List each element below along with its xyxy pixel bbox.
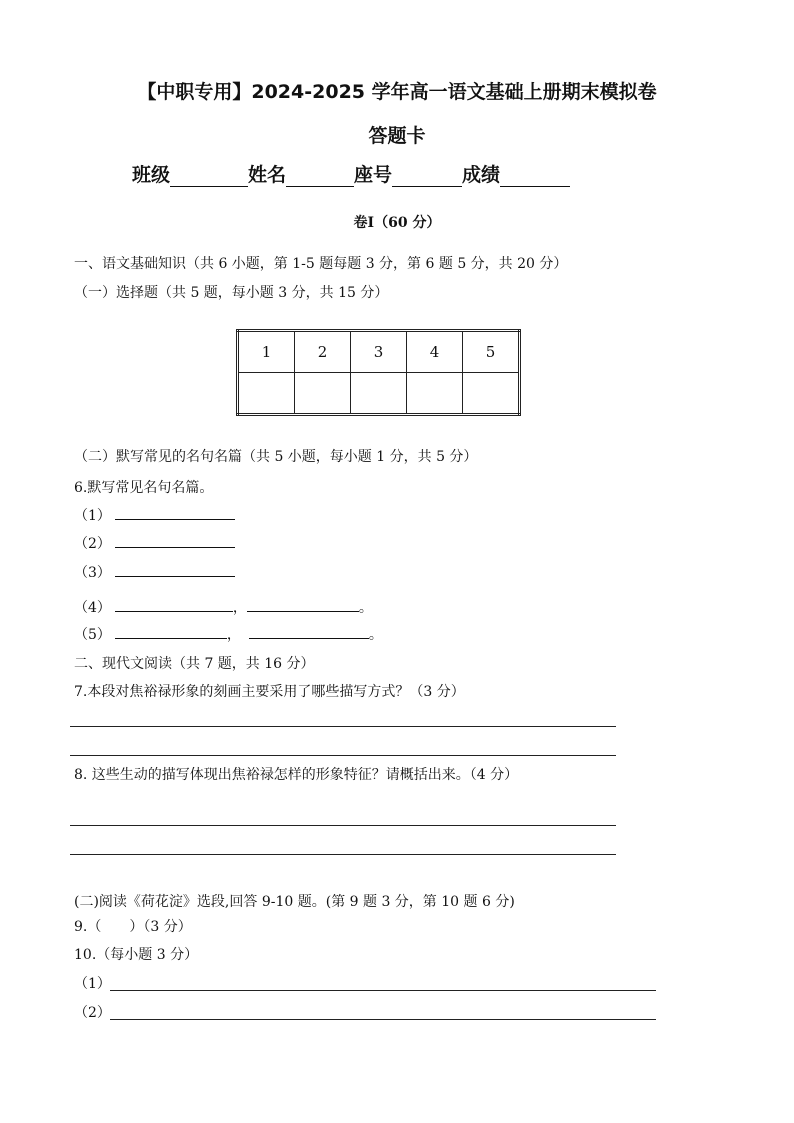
answer-line[interactable] [110, 990, 656, 991]
question-10: 10.（每小题 3 分） [74, 947, 199, 963]
dictation-section-heading: （二）默写常见的名句名篇（共 5 小题，每小题 1 分，共 5 分） [74, 449, 478, 465]
dictation-item-1 [74, 505, 235, 525]
question-number-cell: 2 [295, 331, 351, 373]
seat-field[interactable] [392, 164, 462, 187]
item-number: （2） [74, 536, 111, 552]
dictation-item-5 [74, 624, 383, 644]
student-info-row [132, 160, 570, 187]
part2-heading: 二、现代文阅读（共 7 题，共 16 分） [74, 656, 315, 672]
name-label: 姓名 [248, 164, 287, 186]
answer-blank[interactable] [115, 562, 235, 577]
dictation-item-4 [74, 597, 373, 617]
name-field[interactable] [286, 164, 354, 187]
part1-heading: 一、语文基础知识（共 6 小题，第 1-5 题每题 3 分，第 6 题 5 分，共 20 分） [74, 256, 568, 272]
answer-cell[interactable] [295, 373, 351, 415]
comma: ， [226, 627, 241, 643]
answer-blank[interactable] [115, 624, 227, 639]
seat-label: 座号 [354, 164, 393, 186]
answer-line[interactable] [110, 1019, 656, 1020]
question-number-cell: 3 [351, 331, 407, 373]
item-number: （1） [74, 508, 111, 524]
score-label: 成绩 [462, 164, 501, 186]
q9-suffix: ）（3 分） [129, 919, 192, 935]
question-9 [74, 916, 192, 936]
answer-cell[interactable] [238, 373, 295, 415]
answer-line[interactable] [70, 854, 616, 855]
q10-item-1: （1） [74, 976, 111, 992]
question-7: 7.本段对焦裕禄形象的刻画主要采用了哪些描写方式？（3 分） [74, 684, 465, 700]
choice-section-heading: （一）选择题（共 5 题，每小题 3 分，共 15 分） [74, 285, 389, 301]
dictation-item-2 [74, 533, 235, 553]
answer-line[interactable] [70, 755, 616, 756]
question-number-cell: 5 [463, 331, 520, 373]
q10-item-2: （2） [74, 1005, 111, 1021]
volume-title: 卷Ⅰ（60 分） [353, 215, 441, 231]
answer-cell[interactable] [463, 373, 520, 415]
reading-section-heading: (二)阅读《荷花淀》选段,回答 9-10 题。(第 9 题 3 分，第 10 题 6 分) [74, 894, 515, 910]
dictation-item-3 [74, 562, 235, 582]
question-8: 8. 这些生动的描写体现出焦裕禄怎样的形象特征？请概括出来。（4 分） [74, 767, 519, 783]
item-number: （4） [74, 600, 111, 616]
item-number: （3） [74, 565, 111, 581]
choice-answer-table [236, 329, 521, 416]
period: 。 [358, 600, 373, 616]
answer-blank[interactable] [115, 597, 233, 612]
comma: ， [232, 600, 247, 616]
question-number-cell: 1 [238, 331, 295, 373]
exam-title: 【中职专用】2024-2025 学年高一语文基础上册期末模拟卷 [137, 81, 657, 103]
item-number: （5） [74, 627, 111, 643]
answer-blank[interactable] [249, 624, 369, 639]
class-field[interactable] [170, 164, 248, 187]
q9-prefix: 9.（ [74, 919, 102, 935]
period: 。 [368, 627, 383, 643]
answer-blank[interactable] [115, 533, 235, 548]
answer-blank[interactable] [115, 505, 235, 520]
question-number-cell: 4 [407, 331, 463, 373]
answer-line[interactable] [70, 825, 616, 826]
class-label: 班级 [132, 164, 171, 186]
answer-cell[interactable] [407, 373, 463, 415]
score-field[interactable] [500, 164, 570, 187]
table-header-row [238, 331, 520, 373]
answer-blank[interactable] [247, 597, 359, 612]
answer-line[interactable] [70, 726, 616, 727]
answer-cell[interactable] [351, 373, 407, 415]
question-6: 6.默写常见名句名篇。 [74, 480, 214, 496]
answer-card-subtitle: 答题卡 [368, 125, 426, 147]
table-answer-row [238, 373, 520, 415]
